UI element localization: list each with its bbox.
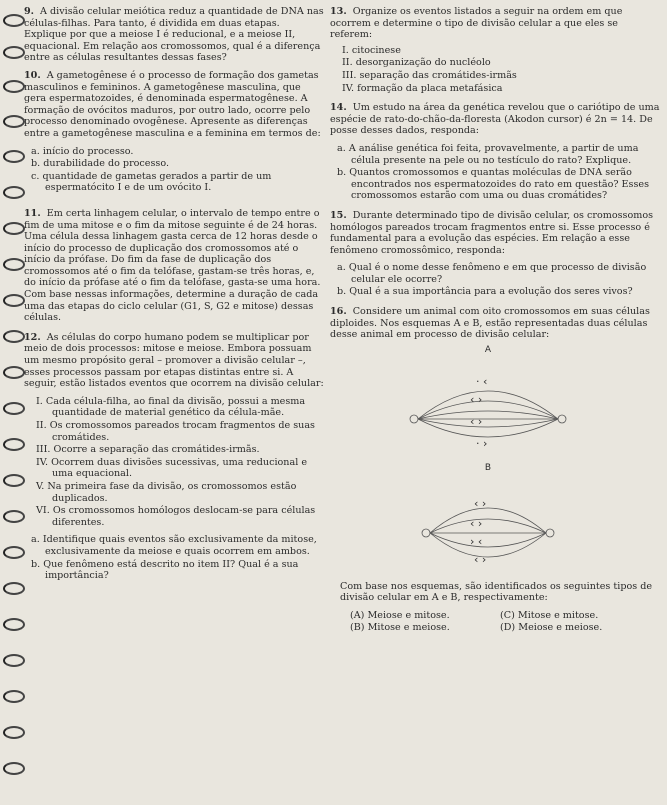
chromosome: · ‹ — [476, 374, 488, 388]
chromosome: › ‹ — [470, 534, 483, 548]
options-row — [330, 622, 660, 634]
list-item: c. quantidade de gametas gerados a partir de um espermatócito I e de um ovócito I. — [31, 170, 272, 194]
question-text: Um estudo na área da genética revelou que o cariótipo de uma espécie de rato-do-chão-da-floresta (Akodon cursor) é 2n = 14. De posse desses dados, responda: — [330, 102, 660, 137]
figure-a — [330, 345, 660, 463]
question-text: A gametogênese é o processo de formação dos gametas masculinos e femininos. A gametogênese masculina, que gera espermatozoides, é denominada espermatogênese. A formação de ovócitos maduros, por outro lado, ocorre pelo processo denominado ovogênese. Apresente as diferenças entre a gametogênese masculina e a feminina em termos de: — [24, 69, 321, 139]
binding-ring — [3, 80, 25, 93]
question-number: 15. — [330, 209, 347, 221]
binding-ring — [3, 474, 25, 487]
binding-ring — [3, 294, 25, 307]
binding-ring — [3, 115, 25, 128]
list-item: a. início do processo. — [31, 145, 134, 157]
figure-b-label: B — [484, 462, 492, 473]
binding-ring — [3, 402, 25, 415]
chromosome: ‹ › — [470, 516, 483, 530]
list-item: b. Qual é a sua importância para a evolução dos seres vivos? — [337, 286, 633, 298]
list-item: a. Qual é o nome desse fenômeno e em que processo de divisão celular ele ocorre? — [337, 262, 647, 285]
question-11 — [24, 208, 324, 324]
question-9 — [24, 6, 324, 64]
question-number: 11. — [24, 207, 41, 219]
spindle-fiber — [418, 419, 558, 437]
event-item: III. Ocorre a separação das cromátides-irmãs. — [36, 444, 260, 456]
binding-ring — [3, 186, 25, 199]
question-10 — [24, 70, 324, 194]
event-item: II. Os cromossomos pareados trocam fragmentos de suas cromátides. — [36, 420, 315, 443]
option-b[interactable]: (B) Mitose e meiose. — [350, 621, 450, 633]
list-item: b. durabilidade do processo. — [31, 158, 169, 170]
binding-ring — [3, 690, 25, 703]
centriole — [422, 529, 430, 537]
binding-ring — [3, 46, 25, 59]
centriole — [410, 415, 418, 423]
spindle-fiber — [430, 533, 546, 557]
binding-ring — [3, 546, 25, 559]
chromosome: ‹ › — [474, 552, 487, 566]
event-item: IV. Ocorrem duas divisões sucessivas, uma reducional e uma equacional. — [36, 456, 307, 480]
question-closing: Com base nos esquemas, são identificados os seguintes tipos de divisão celular em A e B, respectivamente: — [340, 580, 653, 604]
question-15 — [330, 210, 660, 298]
list-item: b. Quantos cromossomos e quantas moléculas de DNA serão encontrados nos espermatozoides do rato em questão? Esses cromossomos estarão com uma ou duas cromátides? — [337, 167, 650, 202]
figure-a-label: A — [484, 344, 492, 355]
binding-ring — [3, 258, 25, 271]
option-c[interactable]: (C) Mitose e mitose. — [500, 610, 599, 622]
event-item: IV. formação da placa metafásica — [342, 82, 503, 94]
spindle-fiber — [418, 401, 558, 419]
binding-ring — [3, 762, 25, 775]
binding-ring — [3, 14, 25, 27]
question-text: Organize os eventos listados a seguir na ordem em que ocorrem e determine o tipo de divisão celular a que eles se referem: — [330, 6, 623, 41]
cell-diagram-b — [330, 463, 660, 579]
binding-ring — [3, 150, 25, 163]
spindle-fiber — [418, 419, 558, 427]
left-column — [24, 6, 324, 588]
question-12 — [24, 332, 324, 582]
question-number: 9. — [24, 6, 35, 17]
question-number: 12. — [24, 331, 41, 343]
binding-ring — [3, 330, 25, 343]
centriole — [546, 529, 554, 537]
spiral-binding — [0, 0, 22, 805]
event-item: I. Cada célula-filha, ao final da divisão, possui a mesma quantidade de material genético da célula-mãe. — [36, 395, 306, 419]
binding-ring — [3, 438, 25, 451]
spindle-fiber — [430, 516, 546, 533]
binding-ring — [3, 618, 25, 631]
binding-ring — [3, 654, 25, 667]
event-item: VI. Os cromossomos homólogos deslocam-se para células diferentes. — [36, 505, 316, 528]
options-row — [330, 610, 660, 622]
list-item: a. Identifique quais eventos são exclusivamente da mitose, exclusivamente da meiose e quais ocorrem em ambos. — [31, 534, 317, 557]
right-column — [330, 6, 660, 639]
event-item: III. separação das cromátides-irmãs — [342, 69, 517, 81]
question-text: As células do corpo humano podem se multiplicar por meio de dois processos: mitose e meiose. Embora possuam um mesmo propósito geral – promover a divisão celular –, esses processos passam por etapas distintas entre si. A seguir, estão listados eventos que ocorrem na divisão celular: — [24, 331, 324, 390]
list-item: b. Que fenômeno está descrito no item II? Qual é a sua importância? — [31, 558, 299, 582]
question-number: 13. — [330, 6, 347, 17]
question-number: 16. — [330, 306, 347, 318]
question-text: Durante determinado tipo de divisão celular, os cromossomos homólogos pareados trocam fragmentos entre si. Esse processo é fundamental para a evolução das espécies. Em relação a esse fenômeno cromossômico, responda: — [330, 209, 654, 256]
question-text: A divisão celular meiótica reduz a quantidade de DNA nas células-filhas. Para tanto, é dividida em duas etapas. Explique por que a meiose I é reducional, e a meiose II, equacional. Em relação aos cromossomos, qual é a diferença entre as células resultantes dessas fases? — [24, 6, 324, 64]
event-item: I. citocinese — [342, 44, 401, 56]
question-text: Em certa linhagem celular, o intervalo de tempo entre o fim de uma mitose e o fim da mitose seguinte é de 24 horas. Uma célula dessa linhagem gasta cerca de 12 horas desde o início do processo de duplicação dos cromossomos até o início da prófase. Do fim da fase de duplicação dos cromossomos até o fim da telófase, gastam-se três horas, e, do início da prófase até o fim da telófase, gasta-se uma hora. Com base nessas informações, determine a duração de cada uma das etapas do ciclo celular (G1, S, G2 e mitose) dessas células. — [24, 207, 321, 324]
question-13 — [330, 6, 660, 94]
figure-b — [330, 463, 660, 579]
cell-diagram-a — [330, 345, 660, 463]
question-text: Considere um animal com oito cromossomos em suas células diploides. Nos esquemas A e B, estão representadas duas células desse animal em processo de divisão celular: — [330, 306, 650, 341]
event-item: II. desorganização do nucléolo — [342, 57, 491, 69]
question-number: 14. — [330, 102, 347, 114]
list-item: a. A análise genética foi feita, provavelmente, a partir de uma célula presente na pele ou no testículo do rato? Explique. — [337, 142, 639, 166]
binding-ring — [3, 510, 25, 523]
chromosome: ‹ › — [470, 392, 483, 406]
spindle-fiber — [418, 411, 558, 419]
binding-ring — [3, 582, 25, 595]
event-item: V. Na primeira fase da divisão, os cromossomos estão duplicados. — [36, 480, 297, 504]
chromosome: · › — [476, 436, 488, 450]
spindle-fiber — [430, 508, 546, 533]
chromosome: ‹ › — [470, 414, 483, 428]
binding-ring — [3, 222, 25, 235]
centriole — [558, 415, 566, 423]
question-number: 10. — [24, 69, 41, 81]
binding-ring — [3, 366, 25, 379]
option-d[interactable]: (D) Meiose e meiose. — [500, 621, 603, 633]
question-16 — [330, 306, 660, 633]
binding-ring — [3, 726, 25, 739]
question-14 — [330, 102, 660, 202]
chromosome: ‹ › — [474, 496, 487, 510]
option-a[interactable]: (A) Meiose e mitose. — [350, 610, 450, 622]
